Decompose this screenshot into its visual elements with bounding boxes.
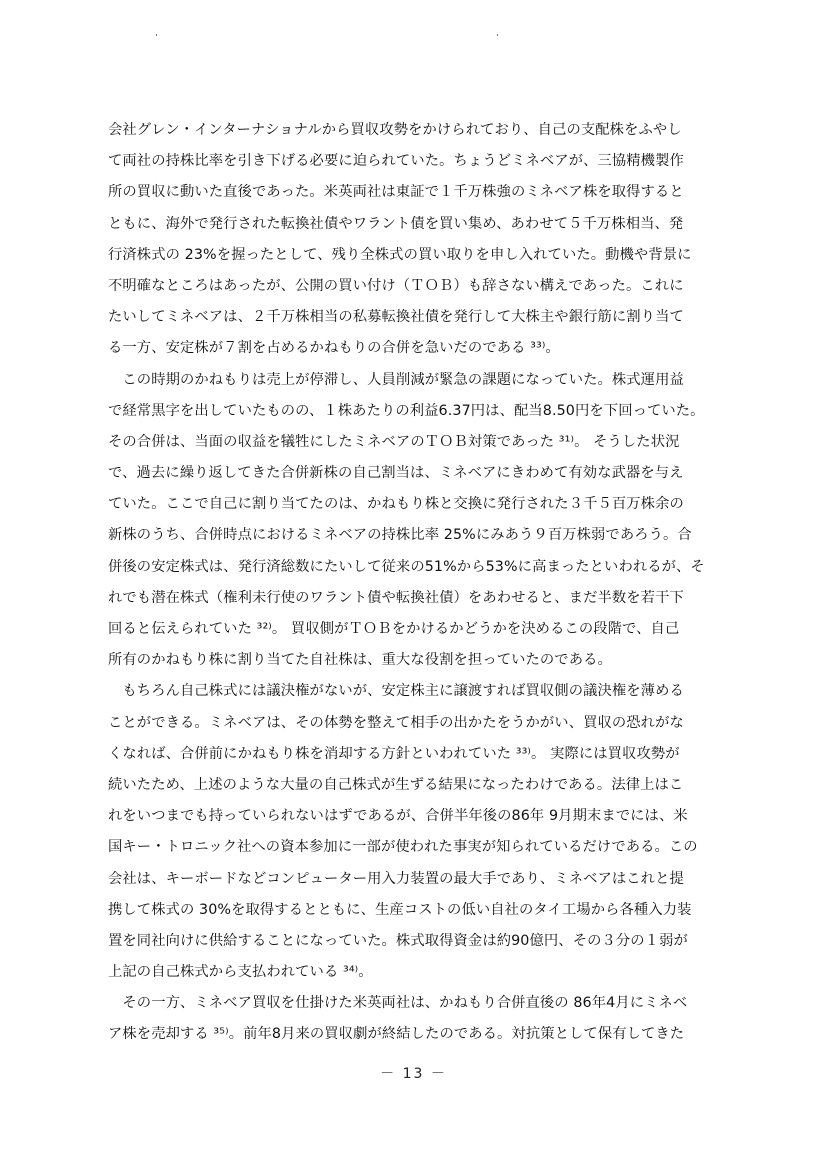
text-line: 国キー・トロニック社への資本参加に一部が使われた事実が知られているだけである。この xyxy=(108,839,698,856)
paragraph xyxy=(108,115,740,365)
text-line: ア株を売却する ³⁵⁾。前年8月来の買収劇が終結したのである。対抗策として保有してきた xyxy=(108,1026,685,1043)
text-line: る一方、安定株が７割を占めるかねもりの合併を急いだのである ³³⁾。 xyxy=(108,340,560,357)
text-line: て両社の持株比率を引き下げる必要に迫られていた。ちょうどミネベアが、三協精機製作 xyxy=(108,153,684,170)
text-line: たいしてミネベアは、２千万株相当の私募転換社債を発行して大株主や銀行筋に割り当て xyxy=(108,309,684,326)
text-line: 携して株式の 30%を取得するとともに、生産コストの低い自社のタイ工場から各種入力装 xyxy=(108,901,692,918)
text-line: 上記の自己株式から支払われている ³⁴⁾。 xyxy=(108,964,373,981)
body-text xyxy=(108,115,740,1051)
text-line: その一方、ミネベア買収を仕掛けた米英両社は、かねもり合併直後の 86年4月にミネベ xyxy=(108,995,688,1012)
text-line: 会社は、キーボードなどコンピューター用入力装置の最大手であり、ミネベアはこれと提 xyxy=(108,870,684,887)
text-line: れでも潜在株式（権利未行使のワラント債や転換社債）をあわせると、まだ半数を若干下 xyxy=(108,589,684,606)
text-line: で経常黒字を出していたものの、１株あたりの利益6.37円は、配当8.50円を下回っていた。 xyxy=(108,402,705,419)
paragraph xyxy=(108,988,740,1050)
text-line: ことができる。ミネベアは、その体勢を整えて相手の出かたをうかがい、買収の恐れがな xyxy=(108,714,684,731)
text-line: もちろん自己株式には議決権がないが、安定株主に譲渡すれば買収側の議決権を薄める xyxy=(108,683,684,700)
text-line: 続いたため、上述のような大量の自己株式が生ずる結果になったわけである。法律上はこ xyxy=(108,776,684,793)
text-line: れをいつまでも持っていられないはずであるが、合併半年後の86年 9月期末までには、米 xyxy=(108,808,688,825)
text-line: 不明確なところはあったが、公開の買い付け（ＴＯＢ）も辞さない構えであった。これに xyxy=(108,277,684,294)
paragraph xyxy=(108,365,740,677)
text-line: 所有のかねもり株に割り当てた自社株は、重大な役割を担っていたのである。 xyxy=(108,652,612,669)
text-line: その合併は、当面の収益を犠牲にしたミネベアのＴＯＢ対策であった ³¹⁾。 そうした状況 xyxy=(108,433,680,450)
text-line: この時期のかねもりは売上が停滞し、人員削減が緊急の課題になっていた。株式運用益 xyxy=(108,371,684,388)
text-line: 置を同社向けに供給することになっていた。株式取得資金は約90億円、その３分の１弱が xyxy=(108,932,688,949)
text-line: 行済株式の 23%を握ったとして、残り全株式の買い取りを申し入れていた。動機や背景に xyxy=(108,246,692,263)
scan-mark xyxy=(156,34,157,36)
scan-mark xyxy=(497,34,498,36)
page-number: － 13 － xyxy=(380,1066,447,1082)
text-line: 併後の安定株式は、発行済総数にたいして従来の51%から53%に高まったといわれるが、そ xyxy=(108,558,705,575)
text-line: で、過去に繰り返してきた合併新株の自己割当は、ミネベアにきわめて有効な武器を与え xyxy=(108,465,684,482)
text-line: 新株のうち、合併時点におけるミネベアの持株比率 25%にみあう９百万株弱であろう。合 xyxy=(108,527,692,544)
text-line: 会社グレン・インターナショナルから買収攻勢をかけられており、自己の支配株をふやし xyxy=(108,122,682,138)
paragraph xyxy=(108,676,740,988)
text-line: 回ると伝えられていた ³²⁾。 買収側がＴＯＢをかけるかどうかを決めるこの段階で、自己 xyxy=(108,621,680,637)
text-line: ていた。ここで自己に割り当てたのは、かねもり株と交換に発行された３千５百万株余の xyxy=(108,496,684,513)
text-line: くなれば、合併前にかねもり株を消却する方針といわれていた ³³⁾。 実際には買収攻勢が xyxy=(108,745,680,762)
text-line: ともに、海外で発行された転換社債やワラント債を買い集め、あわせて５千万株相当、発 xyxy=(108,215,684,232)
text-line: 所の買収に動いた直後であった。米英両社は東証で１千万株強のミネベア株を取得すると xyxy=(108,184,684,201)
